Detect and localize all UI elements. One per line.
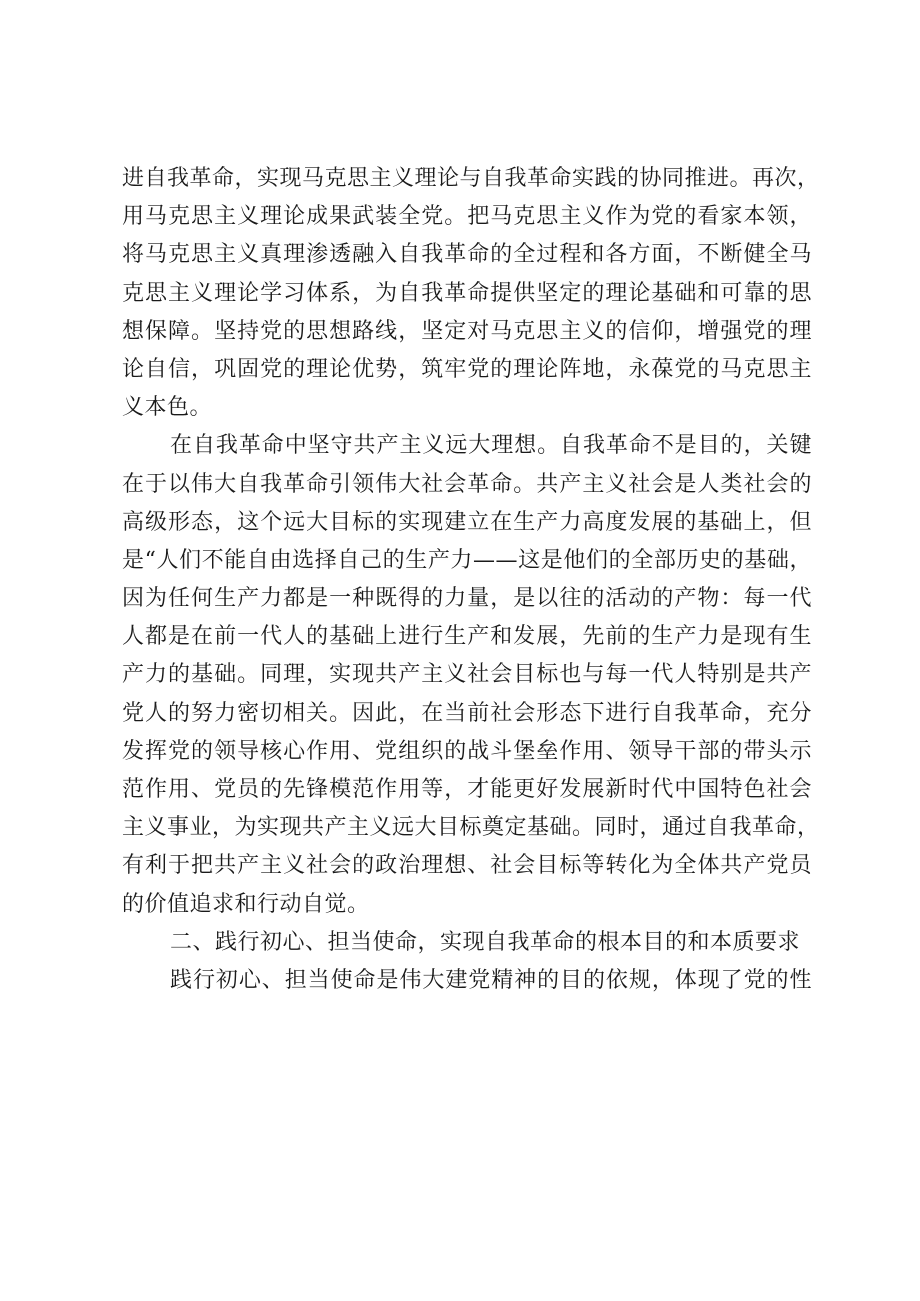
- text-line: 克思主义理论学习体系，为自我革命提供坚定的理论基础和可靠的思: [122, 280, 812, 306]
- text-line: 义本色。: [122, 395, 213, 421]
- text-line: 范作用、党员的先锋模范作用等，才能更好发展新时代中国特色社会: [122, 777, 812, 802]
- text-line: 进自我革命，实现马克思主义理论与自我革命实践的协同推进。再次，: [122, 166, 820, 191]
- text-line: 是“人们不能自由选择自己的生产力——这是他们的全部历史的基础，: [122, 547, 812, 573]
- text-line: 产力的基础。同理，实现共产主义社会目标也与每一代人特别是共产: [122, 662, 812, 688]
- paragraph-first-line: 践行初心、担当使命是伟大建党精神的目的依规，体现了党的性: [170, 967, 812, 993]
- text-line: 人都是在前一代人的基础上进行生产和发展，先前的生产力是现有生: [122, 624, 812, 650]
- text-line: 将马克思主义真理渗透融入自我革命的全过程和各方面，不断健全马: [122, 242, 812, 268]
- text-line: 高级形态，这个远大目标的实现建立在生产力高度发展的基础上，但: [122, 509, 812, 535]
- text-line: 党人的努力密切相关。因此，在当前社会形态下进行自我革命，充分: [122, 700, 812, 726]
- document-body: [122, 160, 820, 1000]
- text-line: 在于以伟大自我革命引领伟大社会革命。共产主义社会是人类社会的: [122, 471, 812, 497]
- text-line: 发挥党的领导核心作用、党组织的战斗堡垒作用、领导干部的带头示: [122, 738, 812, 764]
- text-line: 的价值追求和行动自觉。: [122, 891, 370, 917]
- text-line: 因为任何生产力都是一种既得的力量，是以往的活动的产物：每一代: [122, 586, 812, 612]
- section-heading: 二、践行初心、担当使命，实现自我革命的根本目的和本质要求: [170, 929, 801, 955]
- text-line: 想保障。坚持党的思想路线，坚定对马克思主义的信仰，增强党的理: [122, 318, 812, 344]
- text-line: 主义事业，为实现共产主义远大目标奠定基础。同时，通过自我革命，: [122, 815, 820, 841]
- paragraph-first-line: 在自我革命中坚守共产主义远大理想。自我革命不是目的，关键: [170, 433, 812, 459]
- text-line: 有利于把共产主义社会的政治理想、社会目标等转化为全体共产党员: [122, 853, 812, 879]
- text-line: 用马克思主义理论成果武装全党。把马克思主义作为党的看家本领，: [122, 204, 812, 230]
- text-line: 论自信，巩固党的理论优势，筑牢党的理论阵地，永葆党的马克思主: [122, 356, 812, 382]
